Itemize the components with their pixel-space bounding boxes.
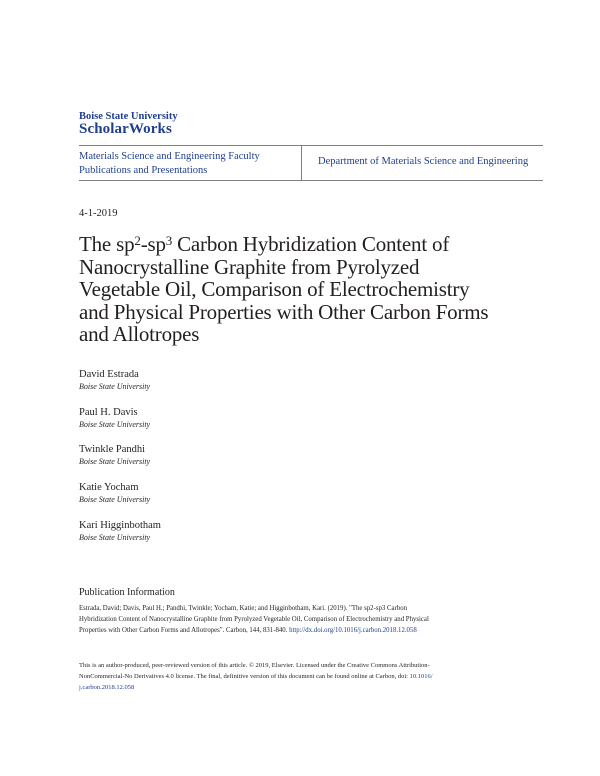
author-entry bbox=[79, 406, 379, 430]
author-affiliation: Boise State University bbox=[79, 382, 151, 391]
author-name[interactable]: David Estrada bbox=[79, 369, 139, 380]
notice-line-1: This is an author-produced, peer-reviewed version of this article. © 2019, Elsevier. Licensed under the Creative Commons Attribution- bbox=[79, 662, 430, 669]
title-superscript-3: 3 bbox=[165, 233, 173, 248]
institution-name[interactable]: Boise State University bbox=[79, 111, 178, 122]
author-entry bbox=[79, 481, 379, 505]
author-name[interactable]: Twinkle Pandhi bbox=[79, 444, 146, 455]
citation-text bbox=[79, 603, 529, 636]
notice-line-3 bbox=[79, 682, 529, 693]
author-entry bbox=[79, 519, 379, 543]
author-entry bbox=[79, 368, 379, 392]
title-line-1: The $sp^2-sp^3$ Carbon Hybridization Content of bbox=[79, 232, 450, 256]
author-name[interactable]: Katie Yocham bbox=[79, 482, 139, 493]
author-name[interactable]: Paul H. Davis bbox=[79, 407, 138, 418]
publication-date: 4-1-2019 bbox=[79, 208, 118, 219]
title-line-2: Nanocrystalline Graphite from Pyrolyzed bbox=[79, 254, 420, 279]
title-line-3: Vegetable Oil, Comparison of Electrochemistry bbox=[79, 277, 470, 301]
author-entry bbox=[79, 443, 379, 467]
author-affiliation: Boise State University bbox=[79, 457, 151, 466]
citation-line-1: Estrada, David; Davis, Paul H.; Pandhi, Twinkle; Yocham, Katie; and Higginbotham, Kari. (2019). "The sp2-sp3 Carbon bbox=[79, 605, 407, 612]
title-line-5: and Allotropes bbox=[79, 322, 200, 346]
header-rule-divider bbox=[301, 145, 302, 180]
author-name[interactable]: Kari Higginbotham bbox=[79, 520, 161, 531]
notice-line-2: NonCommercial-No Derivatives 4.0 license. The final, definitive version of this document can be found online at Carbon, doi: 10.1016/ bbox=[79, 673, 433, 680]
doi-link[interactable]: http://dx.doi.org/10.1016/j.carbon.2018.12.058 bbox=[289, 627, 417, 634]
final-version-link[interactable]: 10.1016/ bbox=[409, 673, 433, 680]
article-title bbox=[79, 233, 549, 346]
citation-line-3: Properties with Other Carbon Forms and Allotropes". Carbon, 144, 831-840. http://dx.doi.org/10.1016/j.carbon.2018.12.058 bbox=[79, 627, 417, 634]
repository-name[interactable]: ScholarWorks bbox=[79, 121, 172, 137]
collection-link-line1[interactable]: Materials Science and Engineering Faculty bbox=[79, 151, 260, 162]
header-rule-bottom bbox=[79, 180, 543, 181]
department-link[interactable]: Department of Materials Science and Engineering bbox=[318, 156, 529, 167]
final-version-link-continued[interactable]: j.carbon.2018.12.058 bbox=[79, 684, 135, 691]
author-affiliation: Boise State University bbox=[79, 495, 151, 504]
publication-info-heading: Publication Information bbox=[79, 587, 175, 598]
collection-link-line2[interactable]: Publications and Presentations bbox=[79, 165, 208, 176]
license-notice bbox=[79, 660, 529, 693]
author-affiliation: Boise State University bbox=[79, 533, 151, 542]
title-superscript-2: 2 bbox=[134, 233, 141, 248]
collection-link[interactable] bbox=[79, 150, 294, 178]
title-line-4: and Physical Properties with Other Carbon Forms bbox=[79, 299, 489, 324]
header-rule-top bbox=[79, 145, 543, 146]
author-affiliation: Boise State University bbox=[79, 420, 151, 429]
citation-line-2: Hybridization Content of Nanocrystalline Graphite from Pyrolyzed Vegetable Oil, Comparison of Electrochemistry and Physical bbox=[79, 616, 429, 623]
